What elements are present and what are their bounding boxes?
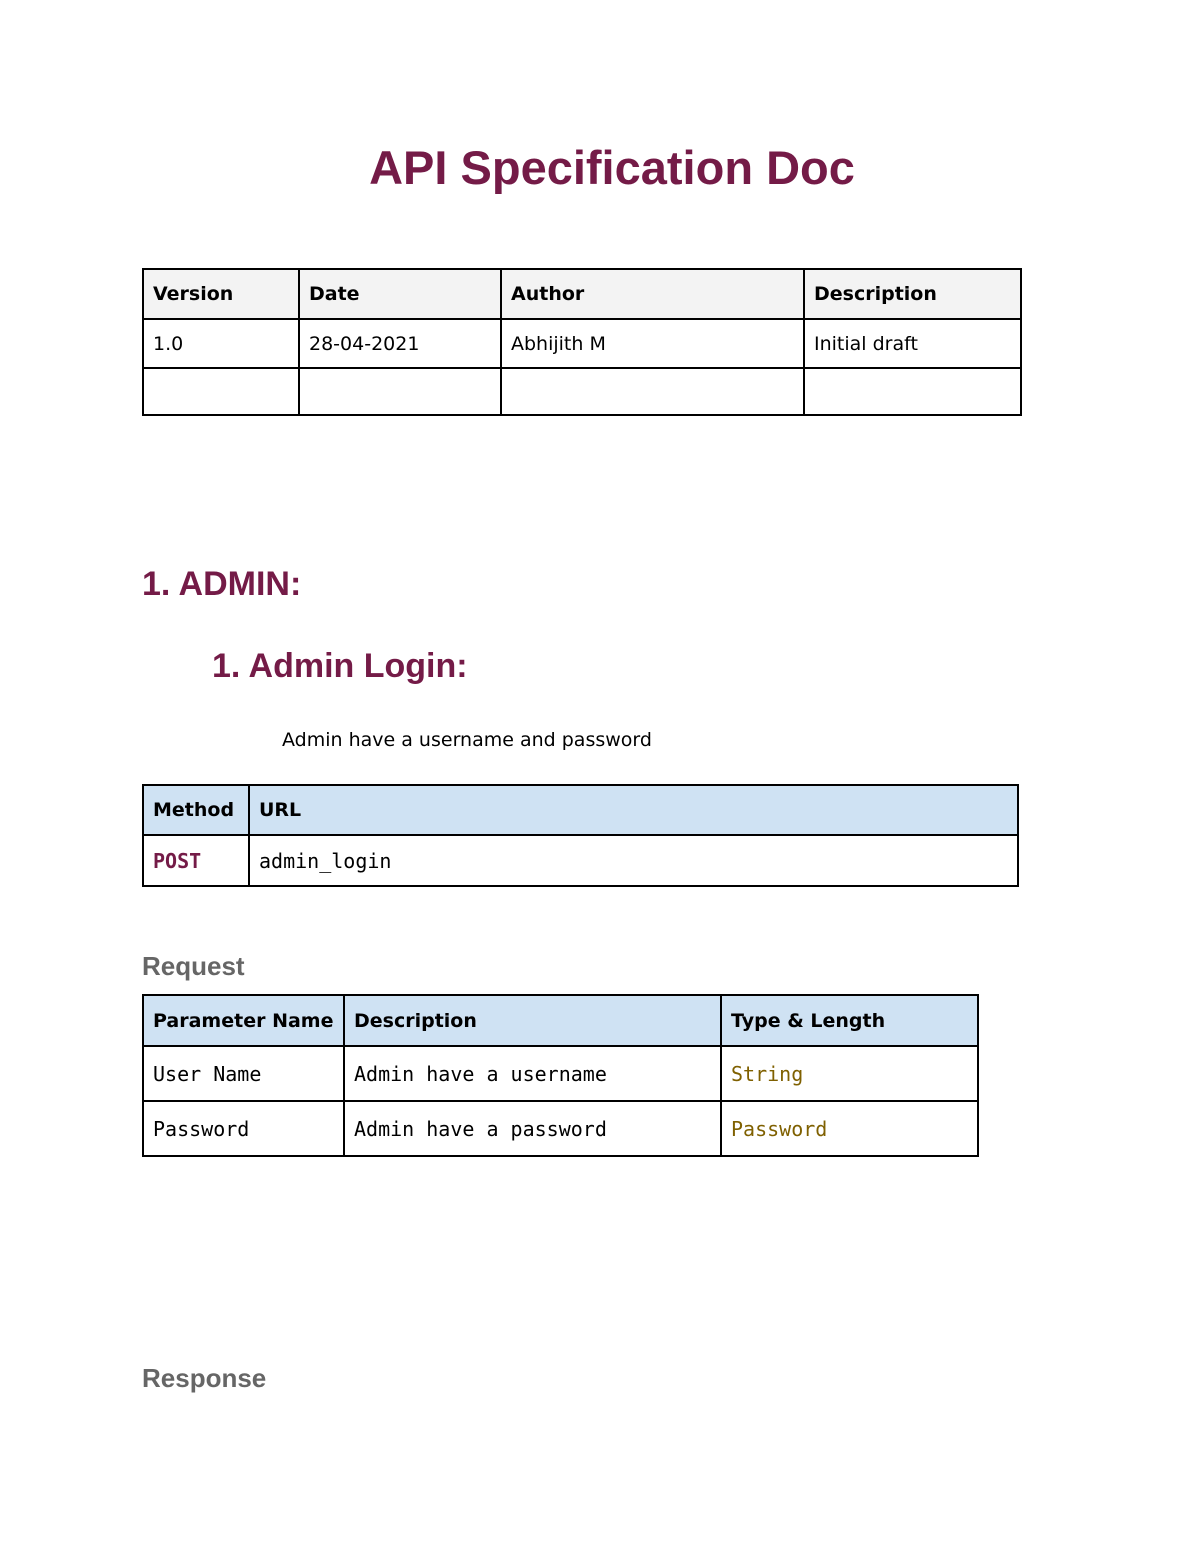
method-header: Method <box>143 785 249 835</box>
version-header: Version <box>143 269 299 319</box>
url-header: URL <box>249 785 1018 835</box>
version-cell <box>143 368 299 415</box>
parameter-name-header: Parameter Name <box>143 995 344 1046</box>
table-row <box>143 1101 978 1156</box>
parameter-name-cell: Password <box>143 1101 344 1156</box>
request-parameters-table <box>142 994 979 1157</box>
description-cell <box>804 368 1021 415</box>
type-length-header: Type & Length <box>721 995 978 1046</box>
table-row <box>143 368 1021 415</box>
response-heading: Response <box>142 1363 267 1393</box>
description-cell: Initial draft <box>804 319 1021 368</box>
method-value: POST <box>143 835 249 886</box>
url-value: admin_login <box>249 835 1018 886</box>
admin-login-description: Admin have a username and password <box>282 729 652 751</box>
request-heading: Request <box>142 951 245 981</box>
version-cell: 1.0 <box>143 319 299 368</box>
parameter-name-cell: User Name <box>143 1046 344 1101</box>
type-length-cell: Password <box>721 1101 978 1156</box>
admin-section-heading: 1. ADMIN: <box>142 565 302 603</box>
parameter-description-cell: Admin have a password <box>344 1101 721 1156</box>
endpoint-table <box>142 784 1019 887</box>
author-cell: Abhijith M <box>501 319 804 368</box>
parameters-header-row <box>143 995 978 1046</box>
version-table-header-row <box>143 269 1021 319</box>
description-header: Description <box>804 269 1021 319</box>
table-row <box>143 1046 978 1101</box>
author-cell <box>501 368 804 415</box>
table-row <box>143 319 1021 368</box>
date-cell <box>299 368 501 415</box>
admin-login-heading: 1. Admin Login: <box>212 647 468 685</box>
parameter-description-header: Description <box>344 995 721 1046</box>
parameter-description-cell: Admin have a username <box>344 1046 721 1101</box>
version-history-table <box>142 268 1022 416</box>
author-header: Author <box>501 269 804 319</box>
document-title: API Specification Doc <box>369 141 855 194</box>
date-cell: 28-04-2021 <box>299 319 501 368</box>
date-header: Date <box>299 269 501 319</box>
table-row <box>143 835 1018 886</box>
type-length-cell: String <box>721 1046 978 1101</box>
endpoint-table-header-row <box>143 785 1018 835</box>
